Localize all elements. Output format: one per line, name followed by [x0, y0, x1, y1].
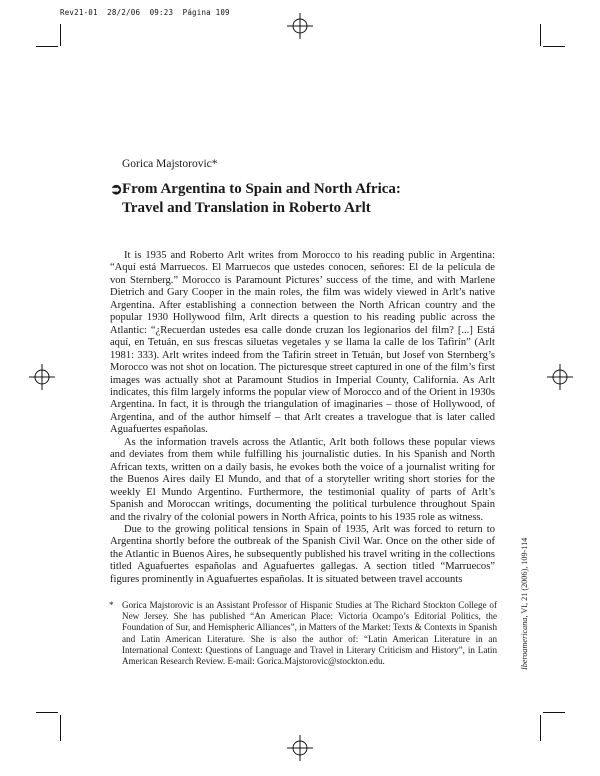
crop-mark-bottom-right-h — [543, 712, 565, 713]
title-line-1: From Argentina to Spain and North Africa: — [122, 181, 401, 197]
crop-mark-top-right-v — [540, 24, 541, 46]
registration-mark-top — [287, 13, 313, 39]
registration-mark-bottom — [287, 735, 313, 761]
journal-citation — [520, 538, 529, 670]
article-body — [110, 250, 495, 586]
registration-mark-left — [29, 364, 55, 390]
author-name: Gorica Majstorovic* — [122, 158, 218, 170]
title-arrow-icon: ➲ — [110, 182, 123, 198]
paragraph-1: It is 1935 and Roberto Arlt writes from Morocco to his reading public in Argentina: “Aquí está Marruecos. El Marruecos que ustedes conocen, señores: El de la película de von Sternberg.” Morocco is Paramount Pictures’ success of the time, and with Marlene Dietrich and Gary Cooper in the main roles, the film was widely viewed in Arlt’s native Argentina. After establishing a connection between the North African country and the popular 1930 Hollywood film, Arlt directs a question to his reading public across the Atlantic: “¿Recuerdan ustedes esa calle donde cruzan los legionarios del film? [...] Está aquí, en Tetuán, en sus frescas siluetas vegetales y se llama la calle de los Tafirín” (Arlt 1981: 333). Arlt writes indeed from the Tafirín street in Tetuán, but Josef von Sternberg’s Morocco was not shot on location. The picturesque street captured in one of the film’s first images was actually shot at Paramount Studios in Imperial County, California. As Arlt indicates, this film largely informs the popular view of Morocco and of the Orient in 1930s Argentina. In fact, it is through the triangulation of imaginaries – those of Hollywood, of Argentina, and of the author himself – that Arlt creates a travelogue that is later called Aguafuertes españolas. — [110, 250, 495, 436]
article-title — [110, 180, 490, 217]
paragraph-3: Due to the growing political tensions in Spain of 1935, Arlt was forced to return to Argentina shortly before the outbreak of the Spanish Civil War. Once on the other side of the Atlantic in Buenos Aires, he subsequently published his travel writing in the collections titled Aguafuertes españolas and Aguafuertes gallegas. A section titled “Marruecos” figures prominently in Aguafuertes españolas. It is situated between travel accounts — [110, 523, 495, 585]
author-footnote — [109, 600, 497, 667]
footnote-mark: * — [109, 600, 114, 610]
crop-mark-bottom-left-h — [36, 712, 58, 713]
registration-mark-right — [547, 364, 573, 390]
paragraph-2: As the information travels across the Atlantic, Arlt both follows these popular views and deviates from them while fulfilling his journalistic duties. In his Spanish and North African texts, written on a daily basis, he evokes both the voice of a journalist writing for the Buenos Aires daily El Mundo, and that of a storyteller writing short stories for the weekly El Mundo Argentino. Furthermore, the testimonial quality of parts of Arlt’s Spanish and Moroccan writings, documenting the political turbulence throughout Spain and the rivalry of the colonial powers in North Africa, points to his 1935 role as witness. — [110, 436, 495, 523]
title-line-2: Travel and Translation in Roberto Arlt — [122, 199, 371, 216]
crop-mark-bottom-left-v — [60, 715, 61, 741]
crop-mark-bottom-right-v — [540, 715, 541, 741]
journal-name: Iberoamericana, — [520, 615, 529, 670]
print-slug: Rev21-01 28/2/06 09:23 Página 109 — [60, 8, 230, 17]
title-text — [122, 180, 490, 217]
journal-volume: VI, 21 (2006), 109-114 — [520, 537, 529, 616]
crop-mark-top-left-h — [36, 46, 58, 47]
crop-mark-top-right-h — [543, 46, 565, 47]
footnote-text: Gorica Majstorovic is an Assistant Professor of Hispanic Studies at The Richard Stockton College of New Jersey. She has published “An American Place: Victoria Ocampo’s Editorial Politics, the Foundation of Sur, and Hemispheric Alliances”, in Matters of the Market: Texts & Contexts in Spanish and Latin American Literature. She is also the author of: “Latin American Literature in an International Context: Questions of Language and Travel in Literary Criticism and History”, in Latin American Research Review. E-mail: Gorica.Majstorovic@stockton.edu. — [122, 600, 497, 667]
crop-mark-top-left-v — [60, 24, 61, 46]
